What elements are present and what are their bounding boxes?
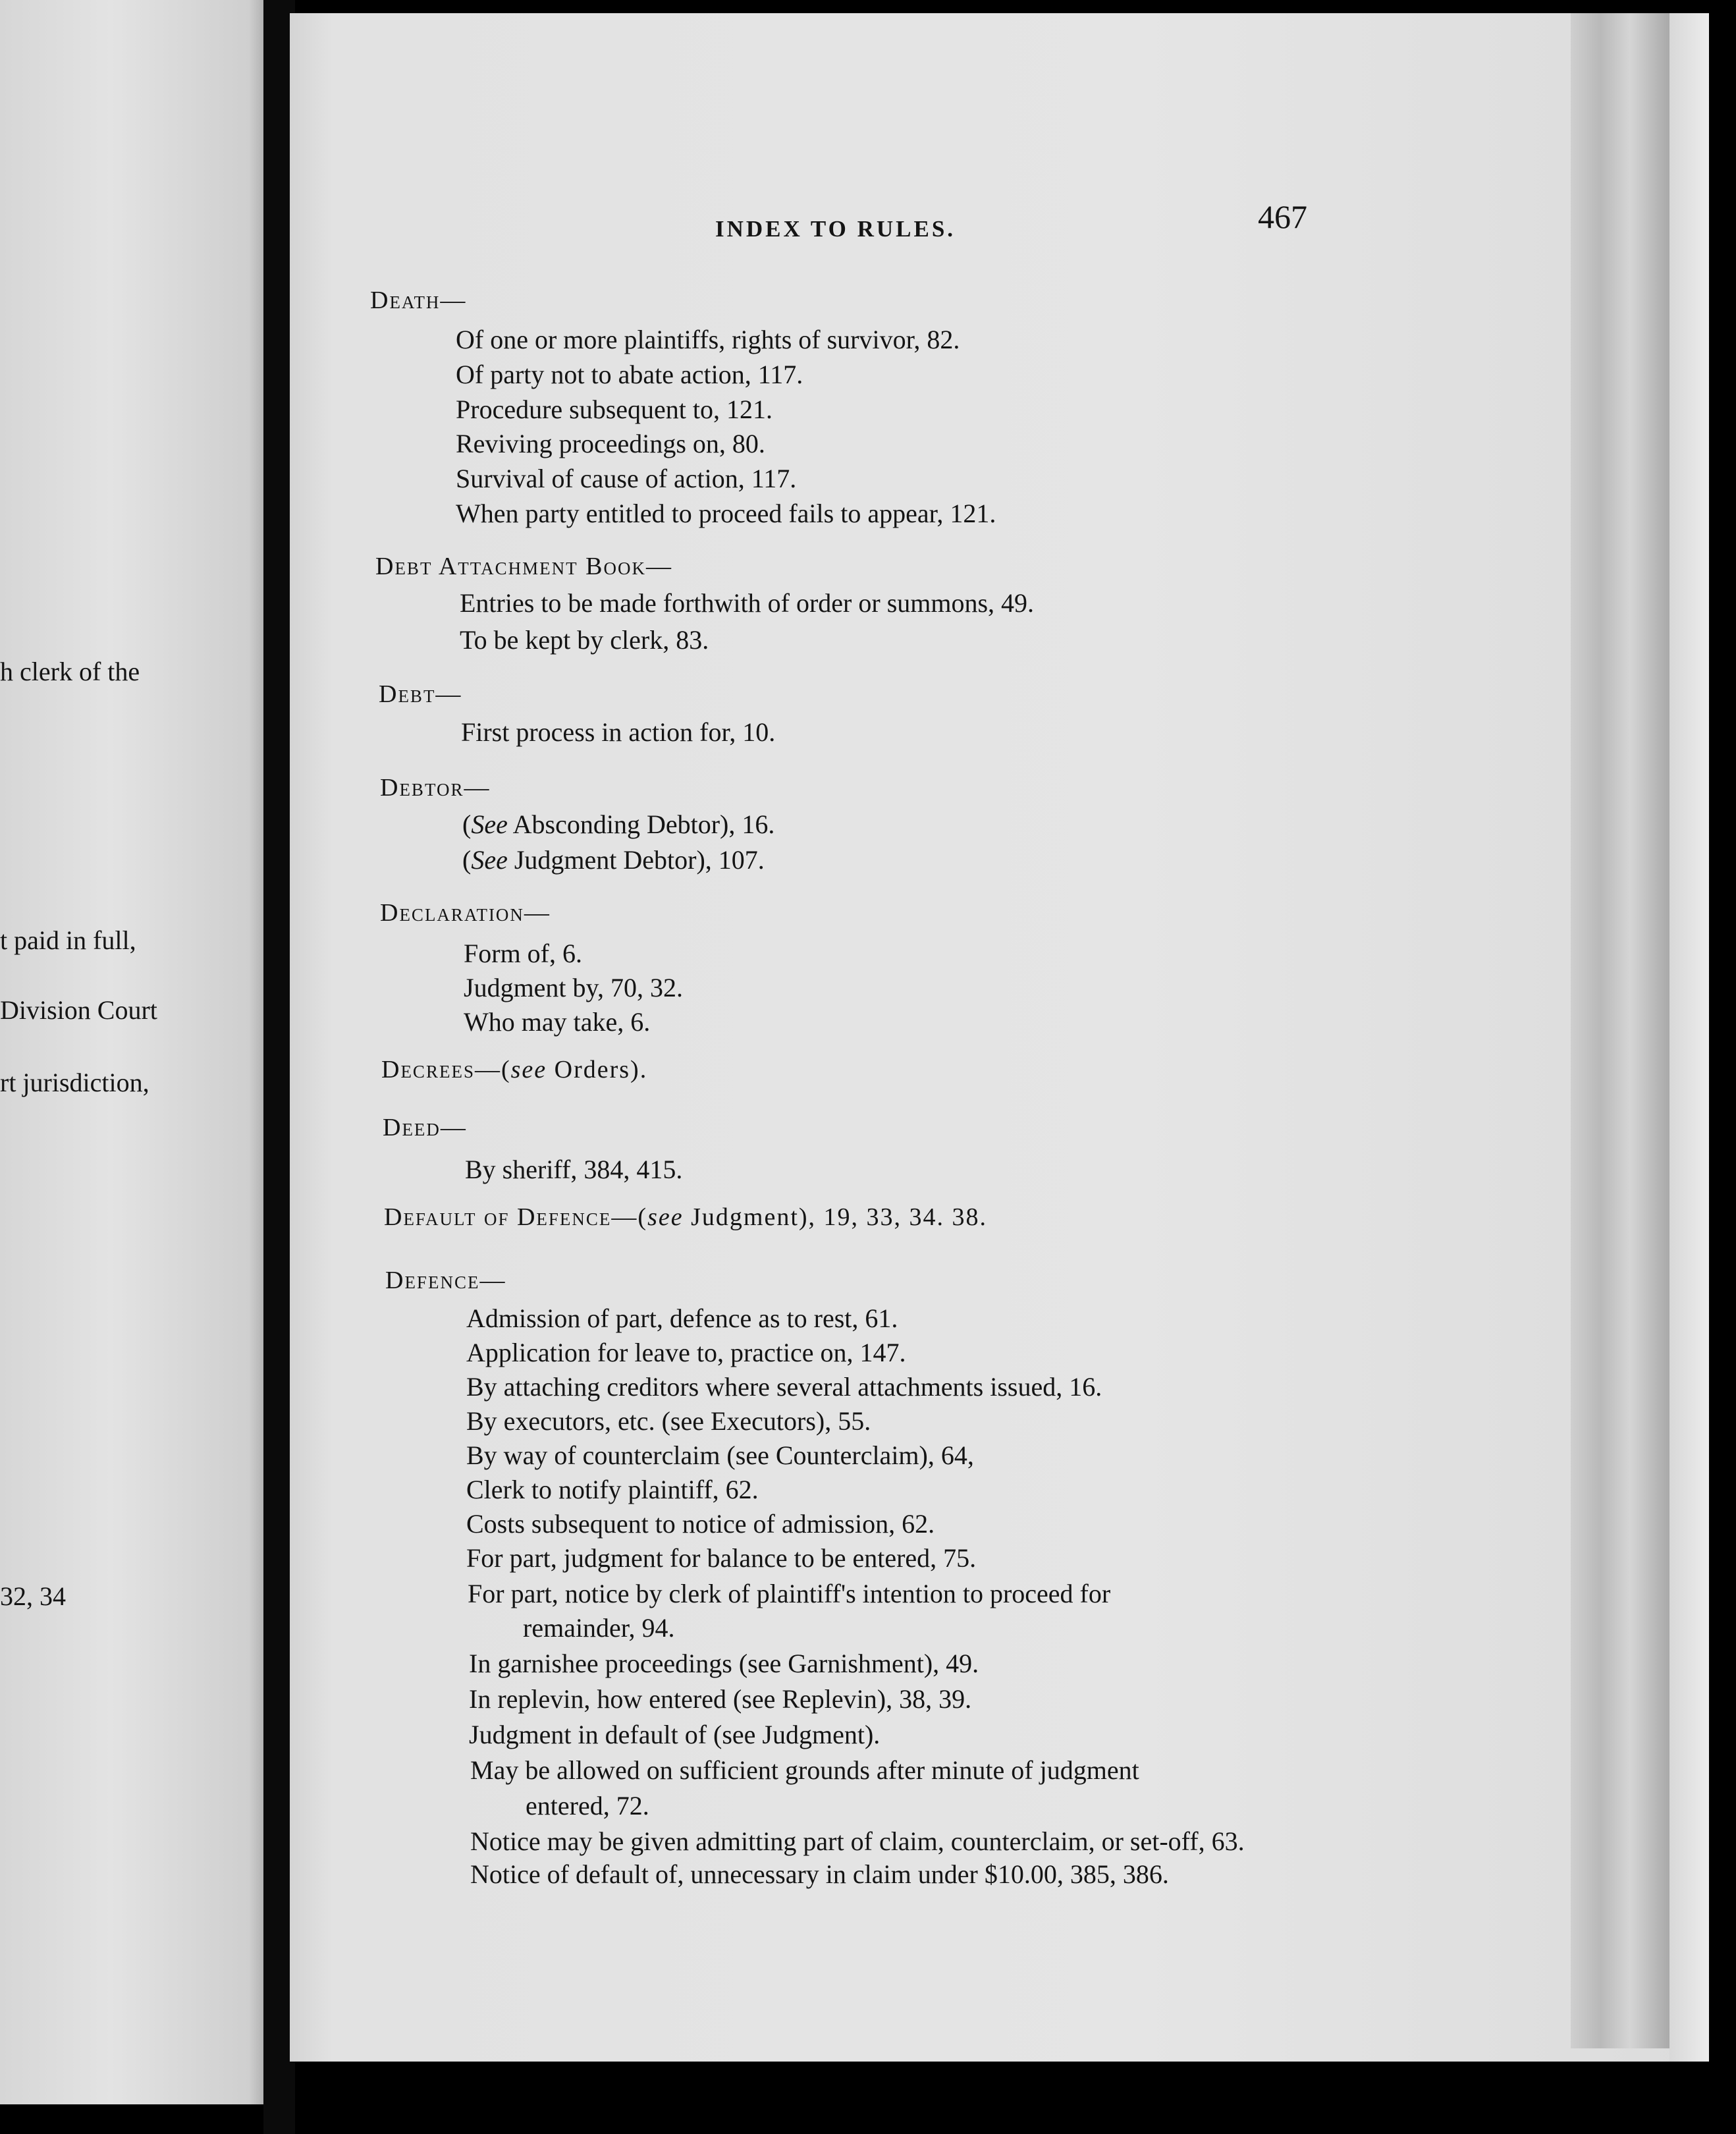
entry-line: Costs subsequent to notice of admission, 62. — [466, 1509, 935, 1539]
entry-line: In garnishee proceedings (see Garnishment), 49. — [469, 1649, 979, 1678]
entry-line: May be allowed on sufficient grounds after minute of judgment — [470, 1755, 1139, 1785]
entry-line: Survival of cause of action, 117. — [456, 464, 797, 493]
entry-head-debt-attachment-book: Debt Attachment Book— — [375, 553, 672, 580]
entry-line: Notice may be given admitting part of claim, counterclaim, or set-off, 63. — [470, 1826, 1245, 1856]
left-fragment: rt jurisdiction, — [0, 1068, 149, 1097]
entry-line: Of one or more plaintiffs, rights of survivor, 82. — [456, 325, 960, 354]
entry-line: For part, notice by clerk of plaintiff's intention to proceed for — [468, 1579, 1111, 1608]
entry-head-declaration: Declaration— — [380, 899, 551, 927]
entry-line: Of party not to abate action, 117. — [456, 360, 803, 389]
entry-line: When party entitled to proceed fails to appear, 121. — [456, 499, 996, 528]
entry-head-default-of-defence: Default of Defence—(see Judgment), 19, 33, 34. 38. — [384, 1203, 988, 1231]
entry-head-debtor: Debtor— — [380, 774, 491, 802]
left-fragment: 32, 34 — [0, 1581, 66, 1611]
entry-line: Form of, 6. — [464, 939, 582, 968]
entry-line: Admission of part, defence as to rest, 61. — [466, 1303, 898, 1333]
entry-line-continuation: entered, 72. — [526, 1791, 649, 1820]
page-edge-shadow — [1571, 13, 1669, 2048]
entry-line: By executors, etc. (see Executors), 55. — [466, 1406, 871, 1436]
entry-line: Judgment in default of (see Judgment). — [469, 1720, 881, 1749]
entry-head-defence: Defence— — [385, 1267, 506, 1294]
entry-head-death: Death— — [370, 287, 467, 314]
entry-line: Entries to be made forthwith of order or summons, 49. — [460, 588, 1035, 618]
left-fragment: h clerk of the — [0, 657, 140, 686]
entry-head-decrees: Decrees—(see Orders). — [381, 1056, 648, 1083]
entry-line: Procedure subsequent to, 121. — [456, 395, 773, 424]
running-header: INDEX TO RULES. — [715, 216, 956, 242]
entry-line: (See Absconding Debtor), 16. — [462, 809, 775, 839]
entry-head-deed: Deed— — [383, 1114, 467, 1141]
entry-line: Judgment by, 70, 32. — [464, 973, 683, 1002]
entry-line: By sheriff, 384, 415. — [465, 1155, 683, 1184]
entry-line: (See Judgment Debtor), 107. — [462, 845, 765, 875]
entry-line: Application for leave to, practice on, 147. — [466, 1338, 906, 1367]
entry-line: Who may take, 6. — [464, 1007, 651, 1037]
left-facing-page — [0, 0, 277, 2104]
entry-line: For part, judgment for balance to be entered, 75. — [466, 1543, 977, 1573]
entry-line: To be kept by clerk, 83. — [460, 625, 709, 655]
page-number: 467 — [1258, 198, 1307, 235]
entry-line: By attaching creditors where several attachments issued, 16. — [466, 1372, 1102, 1402]
entry-line: By way of counterclaim (see Counterclaim), 64, — [466, 1440, 974, 1470]
left-fragment: t paid in full, — [0, 925, 136, 955]
entry-line: First process in action for, 10. — [461, 717, 776, 747]
page-edge — [1669, 13, 1709, 2062]
left-fragment: Division Court — [0, 995, 157, 1025]
entry-line: Notice of default of, unnecessary in claim under $10.00, 385, 386. — [470, 1859, 1169, 1889]
entry-line-continuation: remainder, 94. — [523, 1613, 675, 1643]
entry-line: Clerk to notify plaintiff, 62. — [466, 1475, 759, 1504]
entry-line: Reviving proceedings on, 80. — [456, 429, 765, 458]
entry-head-debt: Debt— — [379, 680, 462, 708]
entry-line: In replevin, how entered (see Replevin), 38, 39. — [469, 1684, 972, 1714]
